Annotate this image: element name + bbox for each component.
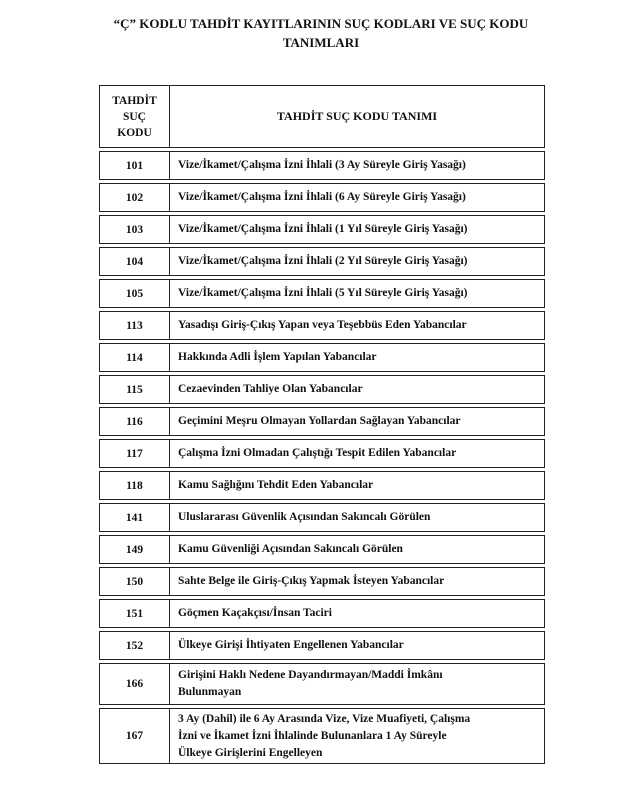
row-definition-line: 3 Ay (Dahil) ile 6 Ay Arasında Vize, Vize Muafiyeti, Çalışma [178,712,471,725]
row-definition: Göçmen Kaçakçısı/İnsan Taciri [170,600,545,628]
table-row [100,568,545,596]
row-code: 115 [100,376,170,404]
row-code: 151 [100,600,170,628]
table-row [100,632,545,660]
row-code: 141 [100,504,170,532]
table-row [100,152,545,180]
row-definition: Yasadışı Giriş-Çıkış Yapan veya Teşebbüs Eden Yabancılar [170,312,545,340]
table-row [100,184,545,212]
header-code-line-1: TAHDİT [112,94,157,107]
header-code-line-3: KODU [117,126,152,139]
offense-code-table [99,85,545,764]
document-title [0,14,642,52]
table-row [100,408,545,436]
row-code: 105 [100,280,170,308]
table-row [100,709,545,764]
row-definition-line: Bulunmayan [178,686,242,698]
row-definition: Kamu Güvenliği Açısından Sakıncalı Görülen [170,536,545,564]
table-row [100,312,545,340]
row-code: 166 [100,664,170,705]
table-row [100,664,545,705]
table-row [100,536,545,564]
row-code: 167 [100,709,170,764]
row-definition-line: Girişini Haklı Nedene Dayandırmayan/Maddi İmkânı [178,669,443,681]
row-definition: Vize/İkamet/Çalışma İzni İhlali (2 Yıl Süreyle Giriş Yasağı) [170,248,545,276]
table-header-row [100,86,545,148]
table-row [100,504,545,532]
row-code: 118 [100,472,170,500]
table-row [100,472,545,500]
row-definition: Sahte Belge ile Giriş-Çıkış Yapmak İsteyen Yabancılar [170,568,545,596]
row-code: 150 [100,568,170,596]
row-code: 102 [100,184,170,212]
row-definition [170,709,545,764]
header-code-line-2: SUÇ [122,110,146,123]
row-code: 104 [100,248,170,276]
row-definition: Vize/İkamet/Çalışma İzni İhlali (3 Ay Süreyle Giriş Yasağı) [170,152,545,180]
row-code: 113 [100,312,170,340]
row-code: 152 [100,632,170,660]
table-row [100,440,545,468]
row-definition: Geçimini Meşru Olmayan Yollardan Sağlayan Yabancılar [170,408,545,436]
row-definition: Ülkeye Girişi İhtiyaten Engellenen Yabancılar [170,632,545,660]
header-code [100,86,170,148]
row-definition: Vize/İkamet/Çalışma İzni İhlali (5 Yıl Süreyle Giriş Yasağı) [170,280,545,308]
row-definition: Vize/İkamet/Çalışma İzni İhlali (6 Ay Süreyle Giriş Yasağı) [170,184,545,212]
header-definition: TAHDİT SUÇ KODU TANIMI [170,86,545,148]
row-code: 116 [100,408,170,436]
row-definition: Cezaevinden Tahliye Olan Yabancılar [170,376,545,404]
row-definition: Vize/İkamet/Çalışma İzni İhlali (1 Yıl Süreyle Giriş Yasağı) [170,216,545,244]
row-definition-line: Ülkeye Girişlerini Engelleyen [178,746,323,759]
table-row [100,600,545,628]
title-line-1: “Ç” KODLU TAHDİT KAYITLARININ SUÇ KODLARI VE SUÇ KODU [113,16,529,31]
row-code: 103 [100,216,170,244]
table-row [100,216,545,244]
title-line-2: TANIMLARI [282,35,360,50]
table-row [100,248,545,276]
table-row [100,376,545,404]
row-code: 149 [100,536,170,564]
row-definition: Uluslararası Güvenlik Açısından Sakıncalı Görülen [170,504,545,532]
row-definition [170,664,545,705]
row-code: 117 [100,440,170,468]
row-definition-line: İzni ve İkamet İzni İhlalinde Bulunanlara 1 Ay Süreyle [178,729,447,742]
row-definition: Hakkında Adli İşlem Yapılan Yabancılar [170,344,545,372]
table-row [100,344,545,372]
table-row [100,280,545,308]
row-code: 101 [100,152,170,180]
row-code: 114 [100,344,170,372]
row-definition: Kamu Sağlığını Tehdit Eden Yabancılar [170,472,545,500]
row-definition: Çalışma İzni Olmadan Çalıştığı Tespit Edilen Yabancılar [170,440,545,468]
